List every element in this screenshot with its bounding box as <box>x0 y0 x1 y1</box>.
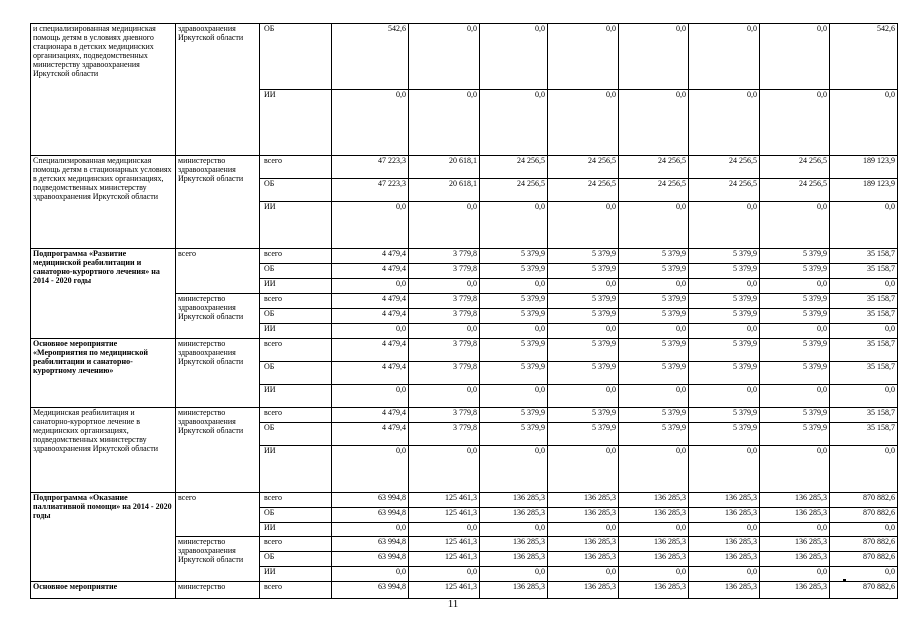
amount-cell: 0,0 <box>830 385 898 408</box>
amount-cell: 0,0 <box>409 90 480 156</box>
amount-cell: 136 285,3 <box>480 537 548 552</box>
funding-source-cell: ОБ <box>260 423 332 446</box>
amount-cell: 189 123,9 <box>830 156 898 179</box>
amount-cell: 24 256,5 <box>480 156 548 179</box>
funding-source-cell: всего <box>260 156 332 179</box>
amount-cell: 0,0 <box>760 385 830 408</box>
measure-name-cell: Подпрограмма «Оказание паллиативной помощи» на 2014 - 2020 годы <box>31 493 176 582</box>
amount-cell: 136 285,3 <box>760 508 830 523</box>
amount-cell: 24 256,5 <box>689 156 760 179</box>
amount-cell: 5 379,9 <box>619 294 689 309</box>
amount-cell: 3 779,8 <box>409 294 480 309</box>
amount-cell: 24 256,5 <box>619 156 689 179</box>
amount-cell: 63 994,8 <box>332 537 409 552</box>
amount-cell: 0,0 <box>619 24 689 90</box>
table-row <box>31 493 898 508</box>
funding-source-cell: ИИ <box>260 90 332 156</box>
amount-cell: 5 379,9 <box>548 362 619 385</box>
amount-cell: 189 123,9 <box>830 179 898 202</box>
funding-source-cell: ОБ <box>260 552 332 567</box>
amount-cell: 542,6 <box>332 24 409 90</box>
amount-cell: 63 994,8 <box>332 552 409 567</box>
amount-cell: 5 379,9 <box>480 264 548 279</box>
measure-name-cell: Медицинская реабилитация и санаторно-курортное лечение в медицинских организациях, подведомственных министерству здравоохранения Иркутской области <box>31 408 176 493</box>
amount-cell: 136 285,3 <box>548 537 619 552</box>
amount-cell: 0,0 <box>480 385 548 408</box>
amount-cell: 5 379,9 <box>689 423 760 446</box>
funding-source-cell: ОБ <box>260 362 332 385</box>
amount-cell: 136 285,3 <box>760 582 830 599</box>
amount-cell: 5 379,9 <box>480 423 548 446</box>
amount-cell: 136 285,3 <box>480 582 548 599</box>
amount-cell: 0,0 <box>548 567 619 582</box>
amount-cell: 35 158,7 <box>830 339 898 362</box>
amount-cell: 136 285,3 <box>689 582 760 599</box>
funding-source-cell: ИИ <box>260 446 332 493</box>
amount-cell: 0,0 <box>619 324 689 339</box>
amount-cell: 24 256,5 <box>619 179 689 202</box>
amount-cell: 0,0 <box>548 202 619 249</box>
amount-cell: 0,0 <box>548 324 619 339</box>
table-row <box>31 582 898 599</box>
amount-cell: 125 461,3 <box>409 493 480 508</box>
amount-cell: 0,0 <box>548 446 619 493</box>
funding-source-cell: ОБ <box>260 264 332 279</box>
amount-cell: 63 994,8 <box>332 582 409 599</box>
amount-cell: 0,0 <box>480 523 548 537</box>
amount-cell: 24 256,5 <box>480 179 548 202</box>
amount-cell: 5 379,9 <box>760 423 830 446</box>
amount-cell: 5 379,9 <box>548 249 619 264</box>
table-row <box>31 249 898 264</box>
amount-cell: 0,0 <box>332 324 409 339</box>
amount-cell: 5 379,9 <box>548 408 619 423</box>
amount-cell: 0,0 <box>548 90 619 156</box>
executor-cell: министерство здравоохранения Иркутской области <box>176 156 260 249</box>
amount-cell: 870 882,6 <box>830 508 898 523</box>
amount-cell: 63 994,8 <box>332 493 409 508</box>
executor-cell: всего <box>176 493 260 537</box>
funding-source-cell: ИИ <box>260 202 332 249</box>
amount-cell: 63 994,8 <box>332 508 409 523</box>
amount-cell: 0,0 <box>830 567 898 582</box>
amount-cell: 0,0 <box>619 90 689 156</box>
funding-source-cell: ИИ <box>260 279 332 294</box>
amount-cell: 0,0 <box>480 279 548 294</box>
amount-cell: 35 158,7 <box>830 309 898 324</box>
amount-cell: 0,0 <box>760 446 830 493</box>
executor-cell: министерство здравоохранения Иркутской области <box>176 339 260 408</box>
amount-cell: 0,0 <box>760 567 830 582</box>
table-row <box>31 339 898 362</box>
amount-cell: 5 379,9 <box>548 264 619 279</box>
amount-cell: 0,0 <box>409 523 480 537</box>
amount-cell: 0,0 <box>689 567 760 582</box>
amount-cell: 4 479,4 <box>332 339 409 362</box>
amount-cell: 35 158,7 <box>830 264 898 279</box>
funding-source-cell: ОБ <box>260 179 332 202</box>
amount-cell: 0,0 <box>760 202 830 249</box>
funding-source-cell: ОБ <box>260 508 332 523</box>
funding-source-cell: всего <box>260 537 332 552</box>
amount-cell: 0,0 <box>332 385 409 408</box>
amount-cell: 136 285,3 <box>480 493 548 508</box>
measure-name-cell: Подпрограмма «Развитие медицинской реабилитации и санаторно-курортного лечения» на 2014 - 2020 годы <box>31 249 176 339</box>
amount-cell: 136 285,3 <box>548 582 619 599</box>
amount-cell: 5 379,9 <box>689 249 760 264</box>
table-row <box>31 156 898 179</box>
amount-cell: 5 379,9 <box>760 249 830 264</box>
amount-cell: 136 285,3 <box>619 493 689 508</box>
amount-cell: 0,0 <box>409 567 480 582</box>
amount-cell: 5 379,9 <box>619 362 689 385</box>
executor-cell: министерство здравоохранения Иркутской области <box>176 408 260 493</box>
amount-cell: 0,0 <box>619 446 689 493</box>
amount-cell: 0,0 <box>760 324 830 339</box>
amount-cell: 0,0 <box>830 279 898 294</box>
amount-cell: 5 379,9 <box>480 362 548 385</box>
amount-cell: 0,0 <box>409 279 480 294</box>
amount-cell: 136 285,3 <box>548 493 619 508</box>
amount-cell: 0,0 <box>332 202 409 249</box>
amount-cell: 0,0 <box>689 279 760 294</box>
amount-cell: 5 379,9 <box>760 408 830 423</box>
amount-cell: 4 479,4 <box>332 294 409 309</box>
measure-name-cell: Специализированная медицинская помощь детям в стационарных условиях в детских медицинских организациях, подведомственных министерству здравоохранения Иркутской области <box>31 156 176 249</box>
amount-cell: 24 256,5 <box>760 156 830 179</box>
amount-cell: 0,0 <box>409 446 480 493</box>
page-number: 11 <box>447 598 459 610</box>
amount-cell: 0,0 <box>409 202 480 249</box>
amount-cell: 870 882,6 <box>830 493 898 508</box>
funding-source-cell: всего <box>260 408 332 423</box>
amount-cell: 0,0 <box>760 523 830 537</box>
amount-cell: 5 379,9 <box>689 362 760 385</box>
amount-cell: 5 379,9 <box>760 294 830 309</box>
executor-cell: здравоохранения Иркутской области <box>176 24 260 156</box>
funding-source-cell: ИИ <box>260 324 332 339</box>
amount-cell: 0,0 <box>830 202 898 249</box>
amount-cell: 3 779,8 <box>409 264 480 279</box>
amount-cell: 136 285,3 <box>689 537 760 552</box>
amount-cell: 0,0 <box>548 385 619 408</box>
measure-name-cell: Основное мероприятие <box>31 582 176 599</box>
amount-cell: 5 379,9 <box>619 339 689 362</box>
amount-cell: 3 779,8 <box>409 423 480 446</box>
amount-cell: 0,0 <box>619 385 689 408</box>
amount-cell: 3 779,8 <box>409 339 480 362</box>
amount-cell: 5 379,9 <box>619 249 689 264</box>
amount-cell: 136 285,3 <box>619 537 689 552</box>
amount-cell: 5 379,9 <box>689 309 760 324</box>
amount-cell: 0,0 <box>619 202 689 249</box>
amount-cell: 5 379,9 <box>689 339 760 362</box>
amount-cell: 0,0 <box>480 202 548 249</box>
amount-cell: 4 479,4 <box>332 423 409 446</box>
amount-cell: 5 379,9 <box>689 264 760 279</box>
amount-cell: 5 379,9 <box>689 294 760 309</box>
amount-cell: 136 285,3 <box>689 493 760 508</box>
executor-cell: министерство здравоохранения Иркутской области <box>176 294 260 339</box>
amount-cell: 24 256,5 <box>548 179 619 202</box>
funding-source-cell: ОБ <box>260 24 332 90</box>
amount-cell: 0,0 <box>689 523 760 537</box>
amount-cell: 0,0 <box>689 24 760 90</box>
measure-name-cell: Основное мероприятие «Мероприятия по медицинской реабилитации и санаторно-курортному лечению» <box>31 339 176 408</box>
amount-cell: 35 158,7 <box>830 362 898 385</box>
amount-cell: 0,0 <box>830 324 898 339</box>
amount-cell: 3 779,8 <box>409 309 480 324</box>
amount-cell: 5 379,9 <box>548 309 619 324</box>
amount-cell: 35 158,7 <box>830 249 898 264</box>
amount-cell: 136 285,3 <box>619 508 689 523</box>
amount-cell: 0,0 <box>332 279 409 294</box>
amount-cell: 5 379,9 <box>760 362 830 385</box>
amount-cell: 5 379,9 <box>480 294 548 309</box>
table-row <box>31 24 898 90</box>
amount-cell: 5 379,9 <box>619 423 689 446</box>
amount-cell: 3 779,8 <box>409 249 480 264</box>
amount-cell: 0,0 <box>619 567 689 582</box>
amount-cell: 5 379,9 <box>760 339 830 362</box>
amount-cell: 0,0 <box>689 202 760 249</box>
amount-cell: 35 158,7 <box>830 423 898 446</box>
amount-cell: 136 285,3 <box>689 552 760 567</box>
amount-cell: 0,0 <box>480 324 548 339</box>
amount-cell: 870 882,6 <box>830 582 898 599</box>
amount-cell: 0,0 <box>332 90 409 156</box>
amount-cell: 5 379,9 <box>548 339 619 362</box>
amount-cell: 0,0 <box>830 523 898 537</box>
amount-cell: 136 285,3 <box>760 552 830 567</box>
amount-cell: 136 285,3 <box>480 508 548 523</box>
amount-cell: 542,6 <box>830 24 898 90</box>
amount-cell: 0,0 <box>548 279 619 294</box>
amount-cell: 0,0 <box>689 446 760 493</box>
amount-cell: 0,0 <box>760 24 830 90</box>
amount-cell: 24 256,5 <box>548 156 619 179</box>
executor-cell: всего <box>176 249 260 294</box>
amount-cell: 4 479,4 <box>332 362 409 385</box>
amount-cell: 5 379,9 <box>619 309 689 324</box>
amount-cell: 870 882,6 <box>830 552 898 567</box>
amount-cell: 136 285,3 <box>760 537 830 552</box>
amount-cell: 0,0 <box>332 446 409 493</box>
amount-cell: 4 479,4 <box>332 249 409 264</box>
amount-cell: 0,0 <box>480 24 548 90</box>
table-row <box>31 408 898 423</box>
amount-cell: 125 461,3 <box>409 582 480 599</box>
amount-cell: 47 223,3 <box>332 156 409 179</box>
amount-cell: 4 479,4 <box>332 408 409 423</box>
amount-cell: 0,0 <box>332 567 409 582</box>
amount-cell: 0,0 <box>332 523 409 537</box>
amount-cell: 5 379,9 <box>619 264 689 279</box>
amount-cell: 136 285,3 <box>480 552 548 567</box>
funding-source-cell: всего <box>260 582 332 599</box>
funding-source-cell: ИИ <box>260 385 332 408</box>
amount-cell: 0,0 <box>619 523 689 537</box>
amount-cell: 24 256,5 <box>760 179 830 202</box>
amount-cell: 35 158,7 <box>830 294 898 309</box>
measure-name-cell: и специализированная медицинская помощь детям в условиях дневного стационара в детских медицинских организациях, подведомственных министерству здравоохранения Иркутской области <box>31 24 176 156</box>
amount-cell: 0,0 <box>760 279 830 294</box>
amount-cell: 136 285,3 <box>619 552 689 567</box>
executor-cell: министерство <box>176 582 260 599</box>
amount-cell: 4 479,4 <box>332 309 409 324</box>
amount-cell: 0,0 <box>619 279 689 294</box>
amount-cell: 0,0 <box>760 90 830 156</box>
amount-cell: 3 779,8 <box>409 408 480 423</box>
funding-source-cell: всего <box>260 249 332 264</box>
amount-cell: 5 379,9 <box>548 423 619 446</box>
amount-cell: 136 285,3 <box>548 552 619 567</box>
amount-cell: 870 882,6 <box>830 537 898 552</box>
amount-cell: 5 379,9 <box>689 408 760 423</box>
amount-cell: 5 379,9 <box>480 249 548 264</box>
amount-cell: 5 379,9 <box>760 309 830 324</box>
amount-cell: 0,0 <box>548 24 619 90</box>
amount-cell: 0,0 <box>689 90 760 156</box>
amount-cell: 5 379,9 <box>480 408 548 423</box>
amount-cell: 0,0 <box>689 324 760 339</box>
amount-cell: 5 379,9 <box>619 408 689 423</box>
amount-cell: 0,0 <box>830 446 898 493</box>
amount-cell: 136 285,3 <box>689 508 760 523</box>
executor-cell: министерство здравоохранения Иркутской области <box>176 537 260 582</box>
amount-cell: 4 479,4 <box>332 264 409 279</box>
amount-cell: 0,0 <box>409 324 480 339</box>
amount-cell: 0,0 <box>480 90 548 156</box>
amount-cell: 20 618,1 <box>409 179 480 202</box>
funding-source-cell: ОБ <box>260 309 332 324</box>
amount-cell: 0,0 <box>480 567 548 582</box>
amount-cell: 0,0 <box>830 90 898 156</box>
amount-cell: 125 461,3 <box>409 552 480 567</box>
funding-source-cell: ИИ <box>260 567 332 582</box>
amount-cell: 136 285,3 <box>760 493 830 508</box>
amount-cell: 3 779,8 <box>409 362 480 385</box>
amount-cell: 0,0 <box>409 24 480 90</box>
amount-cell: 5 379,9 <box>480 339 548 362</box>
amount-cell: 24 256,5 <box>689 179 760 202</box>
amount-cell: 0,0 <box>480 446 548 493</box>
amount-cell: 136 285,3 <box>619 582 689 599</box>
amount-cell: 136 285,3 <box>548 508 619 523</box>
amount-cell: 5 379,9 <box>760 264 830 279</box>
amount-cell: 0,0 <box>689 385 760 408</box>
amount-cell: 35 158,7 <box>830 408 898 423</box>
amount-cell: 5 379,9 <box>548 294 619 309</box>
funding-source-cell: всего <box>260 339 332 362</box>
amount-cell: 20 618,1 <box>409 156 480 179</box>
scan-speck <box>843 579 846 581</box>
amount-cell: 0,0 <box>548 523 619 537</box>
funding-source-cell: всего <box>260 493 332 508</box>
amount-cell: 5 379,9 <box>480 309 548 324</box>
budget-table <box>30 23 898 599</box>
funding-source-cell: ИИ <box>260 523 332 537</box>
funding-source-cell: всего <box>260 294 332 309</box>
amount-cell: 125 461,3 <box>409 537 480 552</box>
amount-cell: 47 223,3 <box>332 179 409 202</box>
amount-cell: 0,0 <box>409 385 480 408</box>
amount-cell: 125 461,3 <box>409 508 480 523</box>
